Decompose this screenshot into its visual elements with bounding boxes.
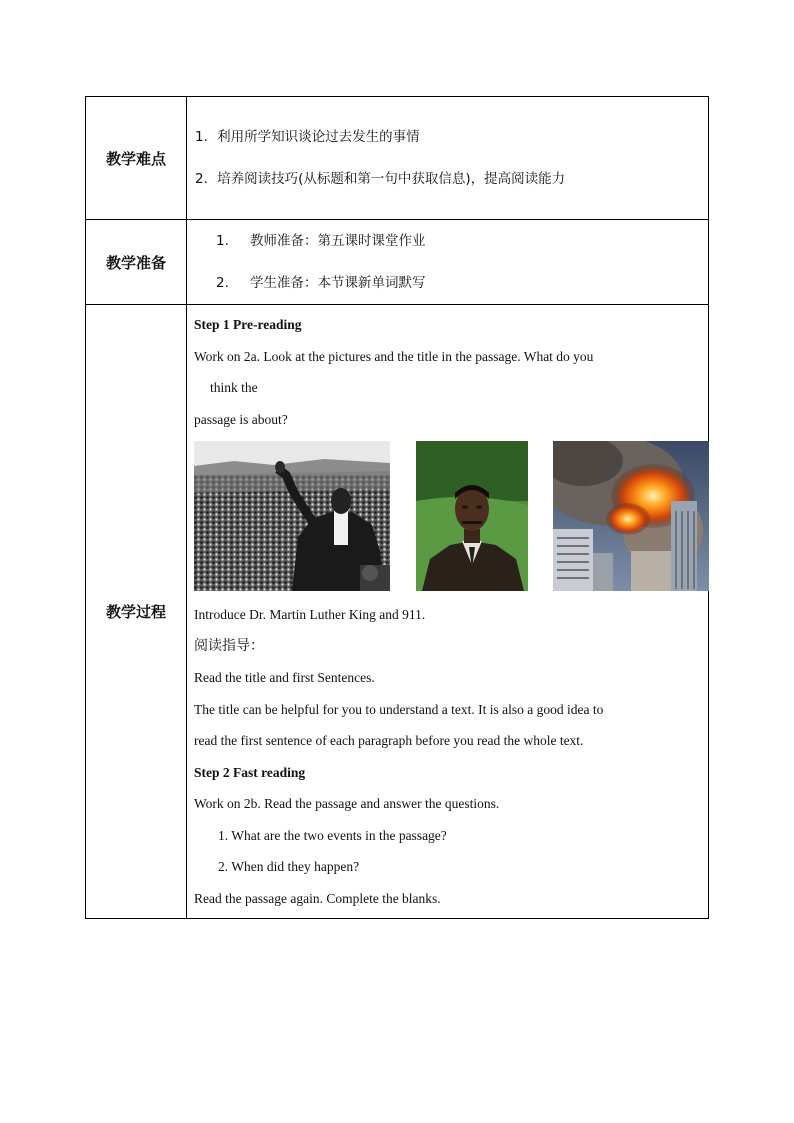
step1-instruction-line: think the	[210, 380, 258, 395]
step2-instruction-line: Read the passage again. Complete the blanks.	[194, 890, 441, 906]
difficulty-item-2: 2．培养阅读技巧(从标题和第一句中获取信息)，提高阅读能力	[195, 171, 566, 187]
portrait-photo	[416, 441, 528, 591]
guide-line: Read the title and first Sentences.	[194, 670, 375, 685]
preparation-item-number: 2.	[216, 275, 229, 291]
lesson-plan-table	[85, 96, 709, 919]
guide-line: read the first sentence of each paragraph before you read the whole text.	[194, 733, 584, 748]
step2-instruction-line: Work on 2b. Read the passage and answer the questions.	[194, 796, 500, 811]
guide-line: The title can be helpful for you to understand a text. It is also a good idea to	[194, 701, 604, 717]
difficulty-row	[86, 97, 709, 220]
step2-title: Step 2 Fast reading	[194, 764, 306, 780]
photo-strip	[194, 441, 708, 593]
preparation-item-1	[187, 220, 708, 262]
preparation-item-text: 教师准备：第五课时课堂作业	[250, 233, 426, 249]
preparation-item-2	[187, 262, 708, 304]
preparation-row	[86, 220, 709, 305]
process-row	[86, 305, 709, 919]
preparation-content	[187, 220, 709, 305]
process-label: 教学过程	[86, 305, 187, 919]
preparation-item-text: 学生准备：本节课新单词默写	[250, 275, 426, 291]
difficulty-label: 教学难点	[86, 97, 187, 220]
crowd-speech-photo	[194, 441, 390, 591]
burning-towers-photo	[553, 441, 709, 591]
preparation-label: 教学准备	[86, 220, 187, 305]
preparation-item-number: 1.	[216, 233, 229, 249]
step1-instruction-line: passage is about?	[194, 411, 288, 427]
process-content	[187, 305, 709, 919]
question-1: 1. What are the two events in the passage?	[218, 827, 447, 843]
difficulty-content	[187, 97, 709, 220]
difficulty-item-1: 1．利用所学知识谈论过去发生的事情	[195, 129, 420, 145]
step1-instruction-line: Work on 2a. Look at the pictures and the title in the passage. What do you	[194, 348, 594, 364]
question-2: 2. When did they happen?	[218, 859, 360, 874]
reading-guide-label: 阅读指导：	[194, 637, 264, 654]
step1-title: Step 1 Pre-reading	[194, 317, 302, 332]
introduce-line: Introduce Dr. Martin Luther King and 911.	[194, 607, 426, 622]
